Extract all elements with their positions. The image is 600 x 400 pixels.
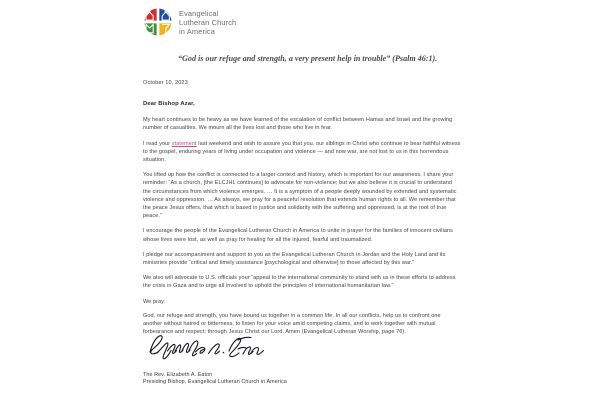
letter-paragraph-2 xyxy=(143,140,461,165)
letter-paragraph-4: I encourage the people of the Evangelical Lutheran Church in America to unite in prayer for the families of innocent civilians whose lives were lost, as well as pray for healing for all the injured, fearful and traumatized. xyxy=(143,228,454,243)
organization-name xyxy=(179,7,236,37)
letter-paragraph-5: I pledge our accompaniment and support to you as the Evangelical Lutheran Church in Jordan and the Holy Land and its ministries provide “critical and timely assistance [psychological and otherwise] to those affected by this war.” xyxy=(143,251,446,267)
scripture-quote: “God is our refuge and strength, a very present help in trouble” (Psalm 46:1). xyxy=(178,54,438,63)
org-name-line-3: in America xyxy=(179,27,216,37)
paragraph-2-text-after-link: last weekend and wish to assure you that you, our siblings in Christ who continue to bear faithful witness to the gospel, enduring years of living under occupation and violence — and now war, are not lost to us in this horrendous situation. xyxy=(143,140,461,163)
letter-salutation: Dear Bishop Azar, xyxy=(143,100,195,107)
elca-circle-cross-logo xyxy=(143,7,173,37)
letter-paragraph-6: We also will advocate to U.S. officials your “appeal to the international community to stand with us in these efforts to address the crisis in Gaza and to urge all involved to uphold the principles of international humanitarian law.” xyxy=(143,275,456,290)
signer-name: The Rev. Elizabeth A. Eaton xyxy=(143,372,213,378)
statement-link[interactable]: statement xyxy=(171,140,197,147)
letter-body xyxy=(143,80,461,343)
letter-paragraph-7: We pray: xyxy=(143,298,166,305)
org-name-line-1: Evangelical xyxy=(179,9,219,18)
paragraph-2-text-before-link: I read your xyxy=(143,140,172,147)
letter-paragraph-1: My heart continues to be heavy as we have learned of the escalation of conflict between Hamas and Israel and the growing number of casualties. We mourn all the lives lost and those who live in fear. xyxy=(143,117,453,132)
letter-paragraph-3: You lifted up how the conflict is connected to a larger context and history, which is important for our awareness. I share your reminder: “As a church, [the ELCJHL continues] to advocate for non-violence; but we also believe it is crucial to understand the circumstances from which violence emerges. … It is a symptom of a people deeply wounded by extended and systematic violence and oppression. … As always, we pray for a peaceful resolution that extends human rights to all. We remember that the peace Jesus offers, that which is based in justice and solidarity with the suffering and oppressed, is at the root of true peace.” xyxy=(143,172,457,220)
org-name-line-2: Lutheran Church xyxy=(179,18,237,28)
letter-paragraph-8: God, our refuge and strength, you have bound us together in a common life. In all our conflicts, help us to confront one another without hatred or bitterness, to listen for your voice amid competing claims, and to work together with mutual forbearance and respect; through Jesus Christ our Lord. Amen (Evangelical Lutheran Worship, page 76). xyxy=(143,312,441,336)
signature-block xyxy=(143,330,463,387)
handwritten-signature xyxy=(145,330,265,364)
letter-date: October 10, 2023 xyxy=(143,80,188,86)
signer-title: Presiding Bishop, Evangelical Lutheran Church in America xyxy=(143,379,287,386)
letterhead xyxy=(143,7,236,37)
